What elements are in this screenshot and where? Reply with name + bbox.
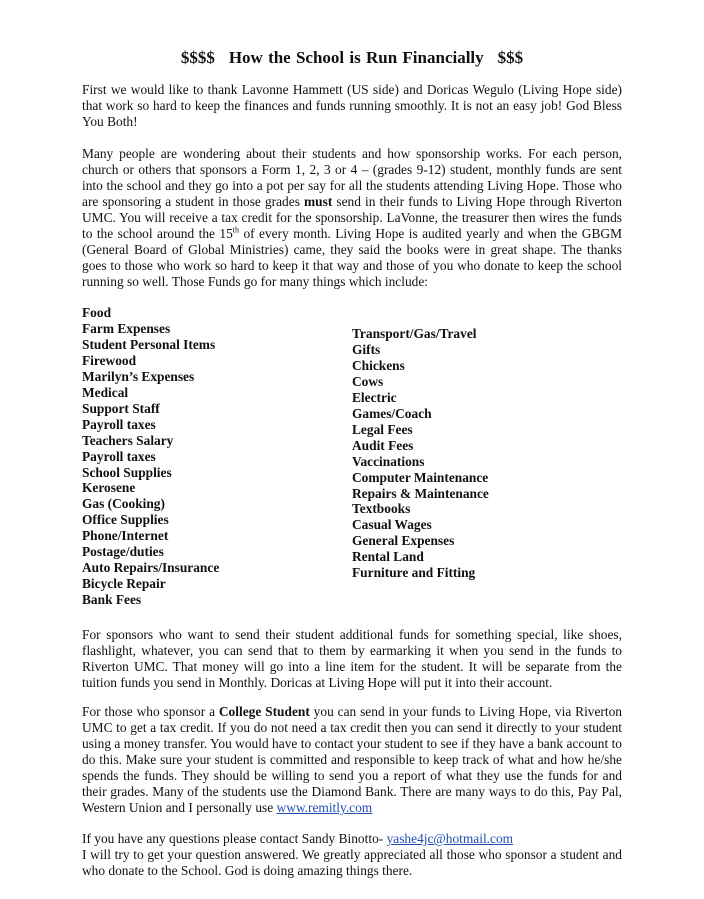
expense-item: Office Supplies [82,512,169,528]
expense-item: Bicycle Repair [82,576,166,592]
title-dollars-right: $$$ [497,48,524,67]
expense-item: Farm Expenses [82,320,171,336]
page-title [0,48,704,68]
expense-item: Teachers Salary [82,432,174,448]
expense-item: School Supplies [82,464,172,480]
expense-item: Transport/Gas/Travel [352,326,477,341]
college-student-paragraph [82,704,622,816]
expense-item: Auto Repairs/Insurance [82,560,220,576]
expense-item: Gifts [352,341,381,357]
sponsorship-text-a: Many people are wondering about their students and how sponsorship works. For each person, church or others that sponsors a Form 1, 2, 3 or 4 – (grades 9-12) student, monthly funds are sent into the school and they go into a pot per say for all the students attending Living Hope. Those who are sponsoring a student in those grades [82,146,622,209]
expense-item: Bank Fees [82,592,142,608]
contact-text: If you have any questions please contact Sandy Binotto- [82,831,387,846]
expense-item: Medical [82,384,129,400]
expense-item: Cows [352,373,384,389]
email-link[interactable]: yashe4jc@hotmail.com [386,831,514,846]
expense-item: Food [82,305,112,320]
college-text-b: you can send in your funds to Living Hope, via Riverton UMC to get a tax credit. If you do not need a tax credit then you can send it directly to your student using a money transfer. You would have to contact your student to see if they have a bank account to do this. Make sure your student is committed and responsible to keep track of what and how he/she spends the funds. They should be willing to send you a report of what they use the funds for and their grades. Many of the students use the Diamond Bank. There are many ways to do this, Pay Pal, Western Union and I personally use [82,704,623,815]
remitly-link[interactable]: www.remitly.com [276,800,373,815]
expense-item: Chickens [352,357,405,373]
expense-item: Textbooks [352,501,411,517]
title-text: How the School is Run Financially [228,48,484,67]
expense-item: Firewood [82,352,137,368]
expense-item: Electric [352,389,397,405]
college-student-emphasis: College Student [218,704,310,719]
expense-item: Casual Wages [352,517,432,533]
must-emphasis: must [304,194,333,209]
expense-item: Rental Land [352,549,424,565]
expense-item: Payroll taxes [82,416,156,432]
expense-item: General Expenses [352,533,455,549]
expense-item: Kerosene [82,480,136,496]
expense-item: Marilyn’s Expenses [82,368,195,384]
title-dollars-left: $$$$ [180,48,215,67]
expense-item: Payroll taxes [82,448,156,464]
sponsorship-text-c: of every month. Living Hope is audited yearly and when the GBGM (General Board of Global Ministries) came, they said the books were in great shape. The thanks goes to those who work so hard to keep it that way and those of you who donate to keep the school running so well. Those Funds go for many things which include: [82,226,622,289]
expense-item: Legal Fees [352,421,413,437]
expense-item: Computer Maintenance [352,469,489,485]
expense-item: Games/Coach [352,405,432,421]
college-text-a: For those who sponsor a [82,704,219,719]
expense-item: Repairs & Maintenance [352,485,489,501]
extra-funds-paragraph: For sponsors who want to send their student additional funds for something special, like shoes, flashlight, whatever, you can send that to them by earmarking it when you send in the funds to Riverton UMC. That money will go into a line item for the student. It will be separate from the tuition funds you send in Monthly. Doricas at Living Hope will put it into their account. [82,627,622,690]
expense-list-left [82,305,219,608]
expense-item: Student Personal Items [82,336,216,352]
thanks-paragraph: First we would like to thank Lavonne Hammett (US side) and Doricas Wegulo (Living Hope side) that work so hard to keep the finances and funds running smoothly. It is not an easy job! God Bless You Both! [82,82,622,129]
expense-item: Furniture and Fitting [352,565,476,581]
expense-item: Postage/duties [82,544,164,560]
expense-item: Vaccinations [352,453,425,469]
expense-list-right [352,326,489,581]
sponsorship-text-b: send in their funds to Living Hope through Riverton UMC. You will receive a tax credit for the sponsorship. LaVonne, the treasurer then wires the funds to the school around the 15 [82,194,623,241]
sponsorship-paragraph [82,146,622,290]
expense-item: Audit Fees [352,437,414,453]
contact-paragraph [82,831,622,879]
ordinal-suffix: th [232,225,240,235]
closing-text: I will try to get your question answered. We greatly appreciated all those who sponsor a student and who donate to the School. God is doing amazing things there. [82,847,622,878]
expense-item: Gas (Cooking) [82,496,165,512]
expense-item: Support Staff [82,400,160,416]
expense-item: Phone/Internet [82,528,169,544]
